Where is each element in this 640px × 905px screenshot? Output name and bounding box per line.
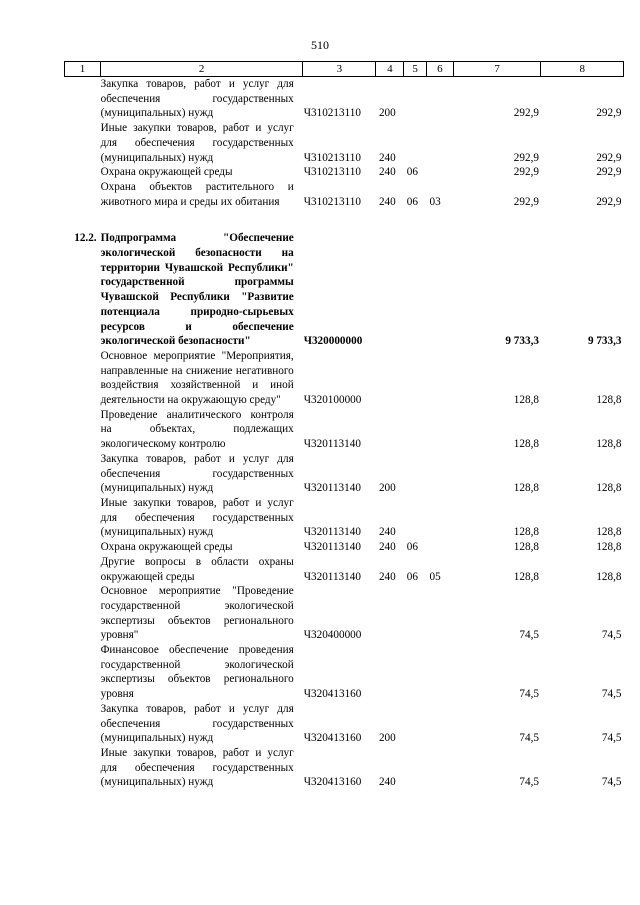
target-article-code: Ч320413160: [303, 776, 362, 789]
column-header: 6: [426, 62, 453, 77]
section: [404, 496, 427, 540]
expense-type: [376, 643, 404, 702]
row-name: Проведение аналитического контроля на объектах, подлежащих экологическому контролю: [100, 408, 294, 451]
table-row: [65, 231, 624, 349]
subsection: [426, 540, 453, 555]
section: [404, 643, 427, 702]
expense-type: [376, 349, 404, 408]
amount-year-1: 74,5: [519, 776, 539, 789]
target-article-code: Ч310213110: [303, 151, 361, 164]
amount-year-1: 128,8: [513, 482, 539, 495]
row-name: Иные закупки товаров, работ и услуг для обеспечения государственных (муниципальных) нужд: [100, 122, 294, 164]
section: 06: [406, 195, 418, 208]
section: [404, 349, 427, 408]
target-article-code: Ч310213110: [303, 107, 361, 120]
expense-type: 200: [378, 732, 396, 745]
section: [404, 702, 427, 746]
section: [404, 231, 427, 349]
expense-type: [376, 408, 404, 452]
column-header: 8: [541, 62, 624, 77]
table-row: [65, 584, 624, 643]
section: [404, 452, 427, 496]
amount-year-2: 9 733,3: [587, 335, 622, 348]
section: 06: [406, 166, 418, 179]
amount-year-2: 128,8: [596, 438, 622, 451]
subsection: 03: [429, 195, 441, 208]
amount-year-2: 128,8: [596, 394, 622, 407]
row-number: [65, 746, 101, 790]
expense-type: [376, 584, 404, 643]
row-name: Закупка товаров, работ и услуг для обеспечения государственных (муниципальных) нужд: [100, 702, 294, 745]
row-number: [65, 165, 101, 180]
row-number: [65, 555, 101, 584]
expense-type: 240: [378, 776, 396, 789]
subsection: [426, 452, 453, 496]
target-article-code: Ч320113140: [303, 570, 361, 583]
subsection: [426, 746, 453, 790]
subsection: [426, 165, 453, 180]
spacer-cell: [65, 209, 624, 231]
table-row: [65, 746, 624, 790]
amount-year-2: 292,9: [596, 151, 622, 164]
section: [404, 77, 427, 122]
expense-type: 240: [378, 166, 396, 179]
row-number: [65, 77, 101, 122]
column-number-row: [65, 62, 624, 77]
row-name: Охрана окружающей среды: [100, 166, 233, 179]
row-number: [65, 121, 101, 165]
amount-year-1: 128,8: [513, 541, 539, 554]
subsection: [426, 643, 453, 702]
subsection: [426, 408, 453, 452]
subsection: [426, 77, 453, 122]
section: [404, 121, 427, 165]
expense-type: 240: [378, 570, 396, 583]
expense-type: 200: [378, 107, 396, 120]
amount-year-2: 74,5: [601, 776, 622, 789]
amount-year-1: 292,9: [513, 195, 539, 208]
row-name: Финансовое обеспечение проведения государственной экологической экспертизы объектов регионального уровня: [100, 644, 294, 701]
column-header: 4: [376, 62, 404, 77]
row-name: Закупка товаров, работ и услуг для обеспечения государственных (муниципальных) нужд: [100, 78, 294, 120]
table-row: [65, 180, 624, 209]
amount-year-1: 74,5: [519, 732, 539, 745]
spacer-row: [65, 209, 624, 231]
table-row: [65, 121, 624, 165]
table-row: [65, 165, 624, 180]
amount-year-2: 292,9: [596, 107, 622, 120]
amount-year-1: 292,9: [513, 107, 539, 120]
amount-year-1: 74,5: [519, 629, 539, 642]
row-number: [65, 702, 101, 746]
amount-year-2: 128,8: [596, 541, 622, 554]
amount-year-2: 292,9: [596, 166, 622, 179]
row-name: Основное мероприятие "Мероприятия, направленные на снижение негативного воздействия хозяйственной и иной деятельности на окружающую среду": [100, 349, 294, 407]
row-number: [65, 540, 101, 555]
subsection: [426, 349, 453, 408]
section: [404, 408, 427, 452]
table-row: [65, 643, 624, 702]
expense-type: 240: [378, 526, 396, 539]
target-article-code: Ч320413160: [303, 688, 362, 701]
amount-year-1: 128,8: [513, 570, 539, 583]
amount-year-2: 128,8: [596, 570, 622, 583]
section: [404, 584, 427, 643]
table-body: [65, 77, 624, 791]
target-article-code: Ч320100000: [303, 394, 362, 407]
target-article-code: Ч320113140: [303, 541, 361, 554]
amount-year-2: 128,8: [596, 482, 622, 495]
expense-type: 240: [378, 151, 396, 164]
table-row: [65, 77, 624, 122]
column-header: 7: [453, 62, 541, 77]
expense-type: [376, 231, 404, 349]
column-header: 1: [65, 62, 101, 77]
row-name: Иные закупки товаров, работ и услуг для обеспечения государственных (муниципальных) нужд: [100, 746, 294, 789]
target-article-code: Ч320000000: [303, 335, 363, 348]
row-name: Закупка товаров, работ и услуг для обеспечения государственных (муниципальных) нужд: [100, 452, 294, 495]
expense-type: 200: [378, 482, 396, 495]
subsection: [426, 231, 453, 349]
amount-year-1: 128,8: [513, 438, 539, 451]
amount-year-2: 74,5: [601, 688, 622, 701]
target-article-code: Ч310213110: [303, 166, 361, 179]
row-number: [65, 496, 101, 540]
amount-year-1: 128,8: [513, 394, 539, 407]
row-name: Иные закупки товаров, работ и услуг для обеспечения государственных (муниципальных) нужд: [100, 496, 294, 539]
table-row: [65, 555, 624, 584]
amount-year-2: 128,8: [596, 526, 622, 539]
row-number: [65, 452, 101, 496]
section: 06: [406, 541, 418, 554]
row-number: [65, 349, 101, 408]
subsection: [426, 496, 453, 540]
target-article-code: Ч320113140: [303, 438, 361, 451]
row-name: Охрана окружающей среды: [100, 541, 233, 554]
budget-table: [64, 61, 624, 790]
table-row: [65, 540, 624, 555]
table-row: [65, 496, 624, 540]
row-number: [65, 643, 101, 702]
expense-type: 240: [378, 541, 396, 554]
subsection: 05: [429, 570, 441, 583]
amount-year-1: 292,9: [513, 166, 539, 179]
table-row: [65, 452, 624, 496]
amount-year-1: 128,8: [513, 526, 539, 539]
column-header: 5: [404, 62, 427, 77]
row-name: Основное мероприятие "Проведение государственной экологической экспертизы объектов регионального уровня": [100, 585, 294, 642]
row-number: 12.2.: [74, 232, 97, 245]
amount-year-2: 74,5: [601, 629, 622, 642]
row-number: [65, 408, 101, 452]
target-article-code: Ч320400000: [303, 629, 362, 642]
subsection: [426, 121, 453, 165]
column-header: 3: [303, 62, 376, 77]
page-number: 510: [311, 38, 329, 52]
column-header: 2: [101, 62, 303, 77]
subsection: [426, 702, 453, 746]
target-article-code: Ч320413160: [303, 732, 362, 745]
row-number: [65, 180, 101, 209]
table-row: [65, 702, 624, 746]
target-article-code: Ч320113140: [303, 482, 361, 495]
table-row: [65, 408, 624, 452]
row-name: Подпрограмма "Обеспечение экологической безопасности на территории Чувашской Республики" государственной программы Чувашской Республики "Развитие потенциала природно-сырьевых ресурсов и обеспечение экологической безопасности": [100, 232, 294, 348]
row-name: Охрана объектов растительного и животного мира и среды их обитания: [100, 180, 294, 208]
amount-year-2: 74,5: [601, 732, 622, 745]
subsection: [426, 584, 453, 643]
amount-year-1: 74,5: [519, 688, 539, 701]
amount-year-2: 292,9: [596, 195, 622, 208]
amount-year-1: 292,9: [513, 151, 539, 164]
row-number: [65, 584, 101, 643]
expense-type: 240: [378, 195, 396, 208]
section: [404, 746, 427, 790]
row-name: Другие вопросы в области охраны окружающей среды: [100, 555, 294, 583]
target-article-code: Ч310213110: [303, 195, 361, 208]
section: 06: [406, 570, 418, 583]
amount-year-1: 9 733,3: [505, 335, 539, 348]
table-row: [65, 349, 624, 408]
target-article-code: Ч320113140: [303, 526, 361, 539]
